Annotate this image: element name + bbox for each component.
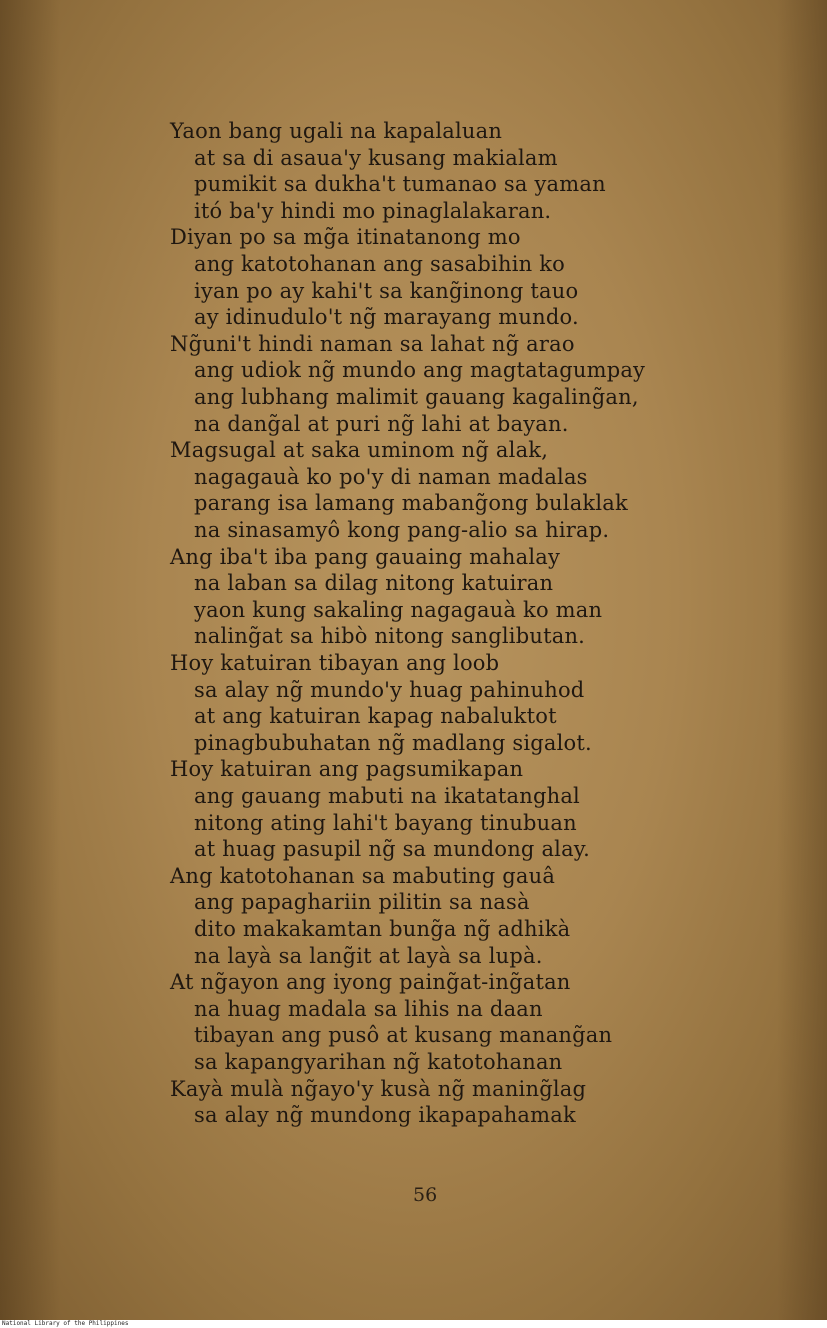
stanza-first-line: Yaon bang ugali na kapalaluan — [170, 119, 503, 143]
poem-line: sa kapangyarihan ng̃ katotohanan — [194, 1050, 563, 1074]
poem-line: naling̃at sa hibò nitong sanglibutan. — [194, 624, 586, 648]
poem-line: na laban sa dilag nitong katuiran — [194, 571, 554, 595]
stanza-first-line: Kayà mulà ng̃ayo'y kusà ng̃ maning̃lag — [170, 1077, 587, 1101]
stanza-first-line: Magsugal at saka uminom ng̃ alak, — [170, 438, 549, 462]
poem-line: tibayan ang pusô at kusang manang̃an — [194, 1023, 613, 1047]
poem-line: ang papaghariin pilitin sa nasà — [194, 890, 530, 914]
poem-line: at ang katuiran kapag nabaluktot — [194, 704, 557, 728]
poem-line: ay idinudulo't ng̃ marayang mundo. — [194, 305, 579, 329]
poem-line: at huag pasupil ng̃ sa mundong alay. — [194, 837, 590, 861]
poem-line: dito makakamtan bung̃a ng̃ adhikà — [194, 917, 571, 941]
poem-line: nitong ating lahi't bayang tinubuan — [194, 811, 577, 835]
page-edge-shadow-right — [777, 0, 827, 1320]
poem-line: na layà sa lang̃it at layà sa lupà. — [194, 944, 543, 968]
poem-line: na huag madala sa lihis na daan — [194, 997, 543, 1021]
poem-line: ang lubhang malimit gauang kagaling̃an, — [194, 385, 639, 409]
poem-line: na sinasamyô kong pang-alio sa hirap. — [194, 518, 610, 542]
page-edge-shadow-left — [0, 0, 60, 1320]
poem-line: na dang̃al at puri ng̃ lahi at bayan. — [194, 412, 569, 436]
stanza-first-line: At ng̃ayon ang iyong paing̃at-ing̃atan — [170, 970, 571, 994]
poem-line: yaon kung sakaling nagagauà ko man — [194, 598, 603, 622]
poem-line: ang udiok ng̃ mundo ang magtatagumpay — [194, 358, 646, 382]
credit-line: National Library of the Philippines — [2, 1320, 129, 1327]
poem-line: ang gauang mabuti na ikatatanghal — [194, 784, 580, 808]
stanza-first-line: Ng̃uni't hindi naman sa lahat ng̃ arao — [170, 332, 575, 356]
stanza-first-line: Ang iba't iba pang gauaing mahalay — [170, 545, 561, 569]
poem-line: itó ba'y hindi mo pinaglalakaran. — [194, 199, 552, 223]
poem-line: pumikit sa dukha't tumanao sa yaman — [194, 172, 606, 196]
poem-line: nagagauà ko po'y di naman madalas — [194, 465, 588, 489]
poem-line: sa alay ng̃ mundo'y huag pahinuhod — [194, 678, 585, 702]
stanza-first-line: Hoy katuiran tibayan ang loob — [170, 651, 500, 675]
stanza-first-line: Diyan po sa mg̃a itinatanong mo — [170, 225, 521, 249]
poem-line: parang isa lamang mabang̃ong bulaklak — [194, 491, 628, 515]
poem-line: sa alay ng̃ mundong ikapapahamak — [194, 1103, 576, 1127]
poem-line: ang katotohanan ang sasabihin ko — [194, 252, 565, 276]
poem-line: iyan po ay kahi't sa kang̃inong tauo — [194, 279, 579, 303]
stanza-first-line: Ang katotohanan sa mabuting gauâ — [170, 864, 556, 888]
poem-line: pinagbubuhatan ng̃ madlang sigalot. — [194, 731, 592, 755]
page-number: 56 — [413, 1184, 438, 1206]
poem-line: at sa di asaua'y kusang makialam — [194, 146, 558, 170]
stanza-first-line: Hoy katuiran ang pagsumikapan — [170, 757, 524, 781]
